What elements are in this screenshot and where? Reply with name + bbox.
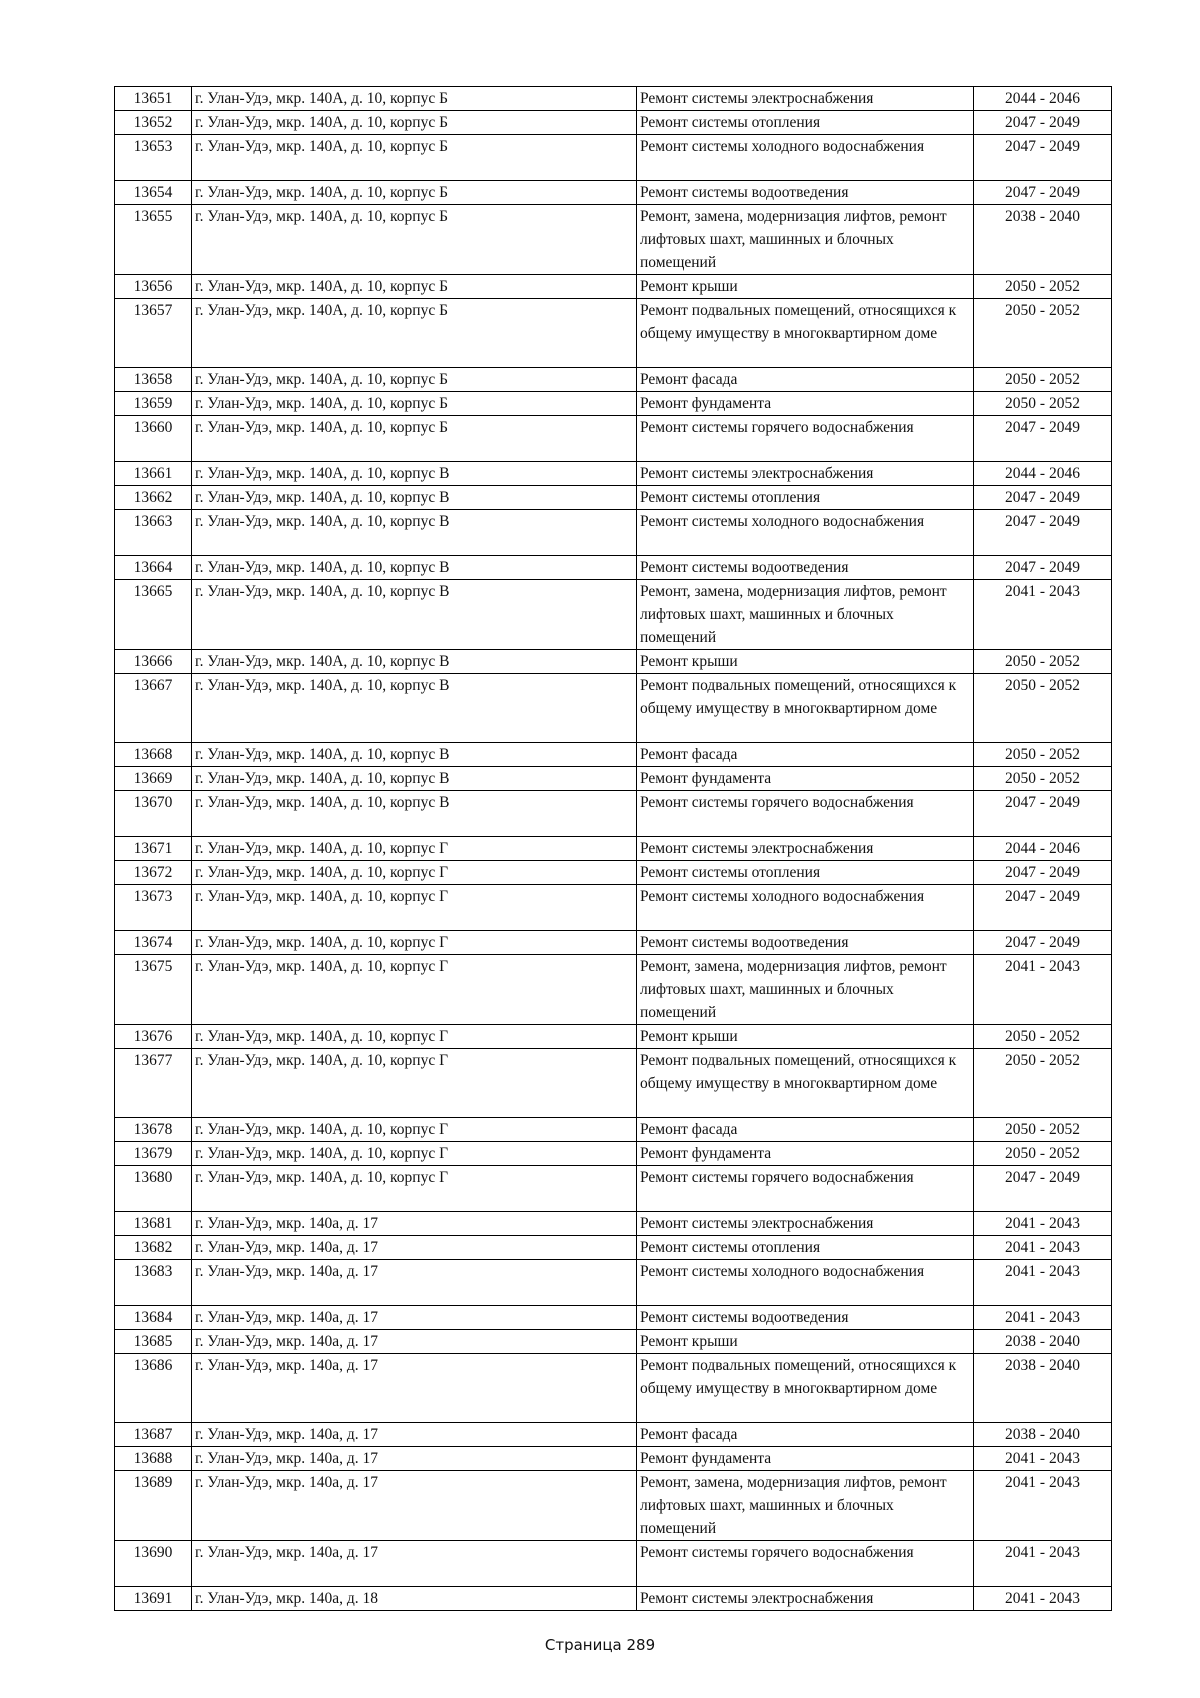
row-work-type: Ремонт фундамента <box>637 767 974 791</box>
table-row <box>115 556 1112 580</box>
table-row <box>115 205 1112 275</box>
table-row <box>115 650 1112 674</box>
row-address: г. Улан-Удэ, мкр. 140А, д. 10, корпус Б <box>192 87 637 111</box>
row-number: 13683 <box>115 1260 192 1306</box>
row-period: 2050 - 2052 <box>974 674 1112 743</box>
row-number: 13656 <box>115 275 192 299</box>
table-row <box>115 111 1112 135</box>
row-address: г. Улан-Удэ, мкр. 140А, д. 10, корпус В <box>192 767 637 791</box>
row-period: 2041 - 2043 <box>974 1306 1112 1330</box>
row-period: 2041 - 2043 <box>974 1212 1112 1236</box>
row-address: г. Улан-Удэ, мкр. 140А, д. 10, корпус В <box>192 510 637 556</box>
row-period: 2050 - 2052 <box>974 743 1112 767</box>
row-number: 13657 <box>115 299 192 368</box>
repair-schedule-table <box>114 86 1112 1611</box>
row-address: г. Улан-Удэ, мкр. 140А, д. 10, корпус В <box>192 486 637 510</box>
row-number: 13691 <box>115 1587 192 1611</box>
row-work-type: Ремонт системы отопления <box>637 486 974 510</box>
row-number: 13655 <box>115 205 192 275</box>
table-row <box>115 1236 1112 1260</box>
row-number: 13689 <box>115 1471 192 1541</box>
row-work-type: Ремонт системы электроснабжения <box>637 1212 974 1236</box>
row-work-type: Ремонт системы отопления <box>637 111 974 135</box>
row-address: г. Улан-Удэ, мкр. 140А, д. 10, корпус В <box>192 650 637 674</box>
row-period: 2047 - 2049 <box>974 135 1112 181</box>
row-address: г. Улан-Удэ, мкр. 140а, д. 17 <box>192 1330 637 1354</box>
row-period: 2044 - 2046 <box>974 87 1112 111</box>
row-number: 13686 <box>115 1354 192 1423</box>
row-work-type: Ремонт системы холодного водоснабжения <box>637 510 974 556</box>
row-number: 13663 <box>115 510 192 556</box>
table-row <box>115 1142 1112 1166</box>
row-address: г. Улан-Удэ, мкр. 140А, д. 10, корпус В <box>192 580 637 650</box>
row-period: 2047 - 2049 <box>974 416 1112 462</box>
table-row <box>115 392 1112 416</box>
table-row <box>115 486 1112 510</box>
row-address: г. Улан-Удэ, мкр. 140А, д. 10, корпус Г <box>192 931 637 955</box>
row-work-type: Ремонт подвальных помещений, относящихся к общему имуществу в многоквартирном доме <box>637 1049 974 1118</box>
row-work-type: Ремонт системы водоотведения <box>637 181 974 205</box>
row-number: 13654 <box>115 181 192 205</box>
row-number: 13668 <box>115 743 192 767</box>
row-period: 2050 - 2052 <box>974 1049 1112 1118</box>
row-number: 13672 <box>115 861 192 885</box>
row-address: г. Улан-Удэ, мкр. 140А, д. 10, корпус Г <box>192 955 637 1025</box>
row-number: 13665 <box>115 580 192 650</box>
table-row <box>115 1447 1112 1471</box>
table-row <box>115 1471 1112 1541</box>
row-work-type: Ремонт фундамента <box>637 1447 974 1471</box>
row-number: 13690 <box>115 1541 192 1587</box>
row-address: г. Улан-Удэ, мкр. 140а, д. 17 <box>192 1423 637 1447</box>
row-address: г. Улан-Удэ, мкр. 140А, д. 10, корпус Б <box>192 368 637 392</box>
row-address: г. Улан-Удэ, мкр. 140А, д. 10, корпус Б <box>192 299 637 368</box>
row-work-type: Ремонт системы электроснабжения <box>637 87 974 111</box>
row-address: г. Улан-Удэ, мкр. 140а, д. 17 <box>192 1447 637 1471</box>
row-work-type: Ремонт системы горячего водоснабжения <box>637 791 974 837</box>
row-number: 13682 <box>115 1236 192 1260</box>
table-row <box>115 1354 1112 1423</box>
row-work-type: Ремонт, замена, модернизация лифтов, ремонт лифтовых шахт, машинных и блочных помещений <box>637 580 974 650</box>
row-number: 13680 <box>115 1166 192 1212</box>
row-work-type: Ремонт крыши <box>637 650 974 674</box>
row-work-type: Ремонт системы отопления <box>637 1236 974 1260</box>
document-sheet <box>114 86 1111 1611</box>
table-row <box>115 1025 1112 1049</box>
row-period: 2038 - 2040 <box>974 1354 1112 1423</box>
row-work-type: Ремонт фасада <box>637 1118 974 1142</box>
row-number: 13684 <box>115 1306 192 1330</box>
row-address: г. Улан-Удэ, мкр. 140А, д. 10, корпус Г <box>192 861 637 885</box>
row-address: г. Улан-Удэ, мкр. 140А, д. 10, корпус Б <box>192 111 637 135</box>
row-work-type: Ремонт системы холодного водоснабжения <box>637 1260 974 1306</box>
table-row <box>115 1423 1112 1447</box>
row-address: г. Улан-Удэ, мкр. 140А, д. 10, корпус Б <box>192 392 637 416</box>
row-number: 13688 <box>115 1447 192 1471</box>
table-body <box>115 87 1112 1611</box>
row-work-type: Ремонт, замена, модернизация лифтов, ремонт лифтовых шахт, машинных и блочных помещений <box>637 205 974 275</box>
table-row <box>115 580 1112 650</box>
table-row <box>115 837 1112 861</box>
row-address: г. Улан-Удэ, мкр. 140А, д. 10, корпус Г <box>192 1049 637 1118</box>
row-period: 2050 - 2052 <box>974 368 1112 392</box>
row-work-type: Ремонт системы водоотведения <box>637 556 974 580</box>
row-number: 13677 <box>115 1049 192 1118</box>
row-number: 13651 <box>115 87 192 111</box>
row-period: 2041 - 2043 <box>974 955 1112 1025</box>
row-address: г. Улан-Удэ, мкр. 140А, д. 10, корпус В <box>192 674 637 743</box>
row-work-type: Ремонт фасада <box>637 743 974 767</box>
row-address: г. Улан-Удэ, мкр. 140А, д. 10, корпус Г <box>192 1118 637 1142</box>
row-work-type: Ремонт крыши <box>637 275 974 299</box>
row-address: г. Улан-Удэ, мкр. 140А, д. 10, корпус Б <box>192 205 637 275</box>
row-period: 2044 - 2046 <box>974 837 1112 861</box>
row-work-type: Ремонт, замена, модернизация лифтов, ремонт лифтовых шахт, машинных и блочных помещений <box>637 1471 974 1541</box>
table-row <box>115 1212 1112 1236</box>
table-row <box>115 955 1112 1025</box>
row-number: 13662 <box>115 486 192 510</box>
row-number: 13674 <box>115 931 192 955</box>
row-period: 2050 - 2052 <box>974 275 1112 299</box>
row-address: г. Улан-Удэ, мкр. 140А, д. 10, корпус Г <box>192 1166 637 1212</box>
table-row <box>115 743 1112 767</box>
row-address: г. Улан-Удэ, мкр. 140А, д. 10, корпус Б <box>192 416 637 462</box>
row-period: 2047 - 2049 <box>974 885 1112 931</box>
table-row <box>115 1260 1112 1306</box>
row-address: г. Улан-Удэ, мкр. 140а, д. 17 <box>192 1306 637 1330</box>
row-period: 2047 - 2049 <box>974 510 1112 556</box>
table-row <box>115 767 1112 791</box>
row-number: 13658 <box>115 368 192 392</box>
row-period: 2047 - 2049 <box>974 931 1112 955</box>
table-row <box>115 1587 1112 1611</box>
table-row <box>115 885 1112 931</box>
row-work-type: Ремонт системы электроснабжения <box>637 462 974 486</box>
row-work-type: Ремонт системы водоотведения <box>637 931 974 955</box>
row-number: 13675 <box>115 955 192 1025</box>
row-work-type: Ремонт, замена, модернизация лифтов, ремонт лифтовых шахт, машинных и блочных помещений <box>637 955 974 1025</box>
row-address: г. Улан-Удэ, мкр. 140а, д. 18 <box>192 1587 637 1611</box>
row-work-type: Ремонт фасада <box>637 1423 974 1447</box>
row-period: 2038 - 2040 <box>974 1423 1112 1447</box>
row-period: 2047 - 2049 <box>974 861 1112 885</box>
row-period: 2041 - 2043 <box>974 1236 1112 1260</box>
row-address: г. Улан-Удэ, мкр. 140А, д. 10, корпус Г <box>192 837 637 861</box>
row-number: 13676 <box>115 1025 192 1049</box>
row-number: 13670 <box>115 791 192 837</box>
row-work-type: Ремонт подвальных помещений, относящихся к общему имуществу в многоквартирном доме <box>637 674 974 743</box>
row-number: 13681 <box>115 1212 192 1236</box>
row-period: 2050 - 2052 <box>974 1025 1112 1049</box>
table-row <box>115 791 1112 837</box>
table-row <box>115 135 1112 181</box>
row-work-type: Ремонт крыши <box>637 1330 974 1354</box>
row-work-type: Ремонт крыши <box>637 1025 974 1049</box>
table-row <box>115 861 1112 885</box>
row-address: г. Улан-Удэ, мкр. 140А, д. 10, корпус В <box>192 462 637 486</box>
row-number: 13669 <box>115 767 192 791</box>
row-number: 13664 <box>115 556 192 580</box>
row-period: 2047 - 2049 <box>974 1166 1112 1212</box>
row-work-type: Ремонт фундамента <box>637 1142 974 1166</box>
row-work-type: Ремонт системы горячего водоснабжения <box>637 1166 974 1212</box>
row-work-type: Ремонт системы холодного водоснабжения <box>637 135 974 181</box>
row-number: 13660 <box>115 416 192 462</box>
table-row <box>115 275 1112 299</box>
row-number: 13659 <box>115 392 192 416</box>
row-period: 2050 - 2052 <box>974 650 1112 674</box>
row-address: г. Улан-Удэ, мкр. 140А, д. 10, корпус Б <box>192 275 637 299</box>
row-number: 13679 <box>115 1142 192 1166</box>
row-work-type: Ремонт фасада <box>637 368 974 392</box>
row-address: г. Улан-Удэ, мкр. 140А, д. 10, корпус Г <box>192 1142 637 1166</box>
row-address: г. Улан-Удэ, мкр. 140а, д. 17 <box>192 1541 637 1587</box>
row-work-type: Ремонт системы электроснабжения <box>637 1587 974 1611</box>
row-address: г. Улан-Удэ, мкр. 140А, д. 10, корпус В <box>192 791 637 837</box>
table-row <box>115 181 1112 205</box>
row-address: г. Улан-Удэ, мкр. 140а, д. 17 <box>192 1354 637 1423</box>
row-period: 2047 - 2049 <box>974 791 1112 837</box>
row-period: 2050 - 2052 <box>974 299 1112 368</box>
row-address: г. Улан-Удэ, мкр. 140А, д. 10, корпус Б <box>192 181 637 205</box>
row-period: 2047 - 2049 <box>974 556 1112 580</box>
row-number: 13667 <box>115 674 192 743</box>
row-period: 2047 - 2049 <box>974 111 1112 135</box>
row-address: г. Улан-Удэ, мкр. 140А, д. 10, корпус Г <box>192 1025 637 1049</box>
table-row <box>115 674 1112 743</box>
row-work-type: Ремонт системы отопления <box>637 861 974 885</box>
row-period: 2041 - 2043 <box>974 1447 1112 1471</box>
row-period: 2047 - 2049 <box>974 181 1112 205</box>
row-number: 13685 <box>115 1330 192 1354</box>
row-number: 13666 <box>115 650 192 674</box>
row-period: 2050 - 2052 <box>974 392 1112 416</box>
row-work-type: Ремонт системы холодного водоснабжения <box>637 885 974 931</box>
page-number: Страница 289 <box>544 1636 656 1654</box>
row-period: 2041 - 2043 <box>974 1260 1112 1306</box>
row-number: 13673 <box>115 885 192 931</box>
table-row <box>115 510 1112 556</box>
row-number: 13652 <box>115 111 192 135</box>
row-number: 13687 <box>115 1423 192 1447</box>
row-address: г. Улан-Удэ, мкр. 140А, д. 10, корпус В <box>192 556 637 580</box>
row-period: 2050 - 2052 <box>974 1118 1112 1142</box>
table-row <box>115 1330 1112 1354</box>
row-period: 2041 - 2043 <box>974 1587 1112 1611</box>
row-number: 13671 <box>115 837 192 861</box>
row-address: г. Улан-Удэ, мкр. 140а, д. 17 <box>192 1260 637 1306</box>
row-period: 2041 - 2043 <box>974 580 1112 650</box>
table-row <box>115 299 1112 368</box>
table-row <box>115 1306 1112 1330</box>
row-period: 2041 - 2043 <box>974 1471 1112 1541</box>
row-period: 2038 - 2040 <box>974 1330 1112 1354</box>
row-work-type: Ремонт фундамента <box>637 392 974 416</box>
row-work-type: Ремонт системы горячего водоснабжения <box>637 1541 974 1587</box>
table-row <box>115 462 1112 486</box>
row-address: г. Улан-Удэ, мкр. 140А, д. 10, корпус Г <box>192 885 637 931</box>
row-period: 2050 - 2052 <box>974 1142 1112 1166</box>
row-period: 2047 - 2049 <box>974 486 1112 510</box>
row-work-type: Ремонт системы водоотведения <box>637 1306 974 1330</box>
row-address: г. Улан-Удэ, мкр. 140А, д. 10, корпус Б <box>192 135 637 181</box>
row-period: 2038 - 2040 <box>974 205 1112 275</box>
row-period: 2044 - 2046 <box>974 462 1112 486</box>
row-address: г. Улан-Удэ, мкр. 140а, д. 17 <box>192 1471 637 1541</box>
table-row <box>115 1049 1112 1118</box>
row-period: 2041 - 2043 <box>974 1541 1112 1587</box>
table-row <box>115 416 1112 462</box>
row-work-type: Ремонт системы горячего водоснабжения <box>637 416 974 462</box>
row-number: 13678 <box>115 1118 192 1142</box>
row-address: г. Улан-Удэ, мкр. 140а, д. 17 <box>192 1236 637 1260</box>
row-work-type: Ремонт системы электроснабжения <box>637 837 974 861</box>
row-number: 13653 <box>115 135 192 181</box>
table-row <box>115 931 1112 955</box>
table-row <box>115 87 1112 111</box>
row-work-type: Ремонт подвальных помещений, относящихся к общему имуществу в многоквартирном доме <box>637 299 974 368</box>
row-address: г. Улан-Удэ, мкр. 140А, д. 10, корпус В <box>192 743 637 767</box>
table-row <box>115 368 1112 392</box>
row-number: 13661 <box>115 462 192 486</box>
row-work-type: Ремонт подвальных помещений, относящихся к общему имуществу в многоквартирном доме <box>637 1354 974 1423</box>
row-period: 2050 - 2052 <box>974 767 1112 791</box>
table-row <box>115 1166 1112 1212</box>
table-row <box>115 1541 1112 1587</box>
table-row <box>115 1118 1112 1142</box>
row-address: г. Улан-Удэ, мкр. 140а, д. 17 <box>192 1212 637 1236</box>
